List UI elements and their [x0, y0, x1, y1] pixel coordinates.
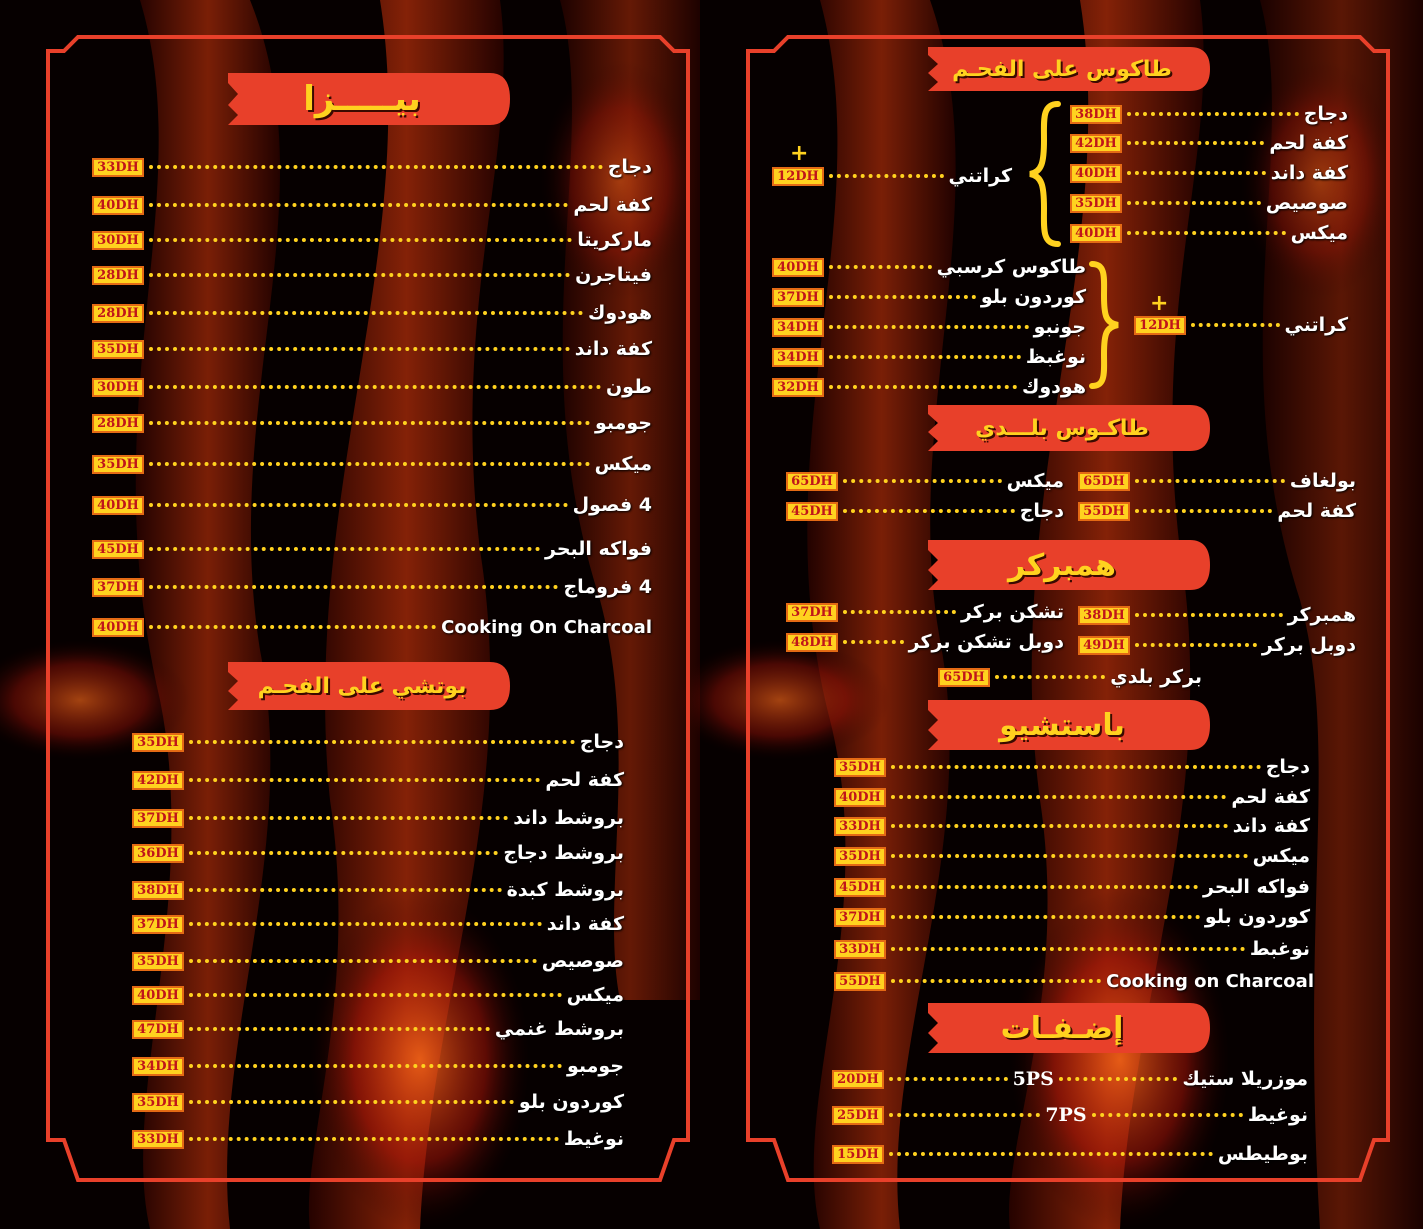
item-name: كفة لحم — [1277, 500, 1356, 522]
tacos-baldi-banner — [928, 405, 1210, 451]
item-name: بروشط داند — [513, 807, 624, 829]
item-name: كفة داند — [1232, 815, 1310, 837]
list-item — [834, 905, 1310, 929]
price-badge: 65DH — [786, 472, 838, 491]
list-item — [1078, 603, 1356, 627]
price-badge: 45DH — [786, 502, 838, 521]
list-item — [832, 1142, 1308, 1166]
leader-dots — [889, 1077, 1008, 1081]
price-badge: 33DH — [132, 1130, 184, 1149]
price-badge: 40DH — [834, 788, 886, 807]
price-badge: 28DH — [92, 266, 144, 285]
extras-banner — [928, 1003, 1210, 1053]
item-name: كوردون بلو — [1204, 906, 1310, 928]
item-name: بروشط غنمي — [494, 1018, 624, 1040]
list-item — [786, 630, 1064, 654]
item-name: فواكه البحر — [545, 538, 652, 560]
price-badge: 30DH — [92, 378, 144, 397]
price-badge: 35DH — [92, 455, 144, 474]
leader-dots — [995, 675, 1105, 679]
price-badge: 35DH — [834, 758, 886, 777]
burger-title: همبركر — [1008, 547, 1116, 583]
extras-title: إضـفـات — [1000, 1010, 1124, 1046]
price-badge: 34DH — [772, 318, 824, 337]
leader-dots — [891, 795, 1226, 799]
item-name: 4 فروماج — [563, 576, 652, 598]
plus-icon: + — [790, 141, 809, 166]
list-item — [834, 814, 1310, 838]
list-item — [1078, 469, 1356, 493]
price-badge: 45DH — [92, 540, 144, 559]
item-name: نوغبط — [1249, 938, 1310, 960]
list-item — [834, 785, 1310, 809]
leader-dots — [1127, 171, 1266, 175]
price-badge: 35DH — [132, 1093, 184, 1112]
item-name: دجاج — [1265, 756, 1310, 778]
list-item — [786, 499, 1064, 523]
leader-dots — [1135, 643, 1257, 647]
leader-dots — [891, 824, 1228, 828]
leader-dots — [891, 765, 1261, 769]
item-name: بروشط دجاج — [503, 842, 624, 864]
leader-dots — [891, 854, 1248, 858]
item-name: بركر بلدي — [1110, 666, 1202, 688]
list-item — [834, 937, 1310, 961]
item-name: دجاج — [579, 731, 624, 753]
item-name: كفة داند — [546, 913, 624, 935]
leader-dots — [829, 295, 976, 299]
leader-dots — [1127, 201, 1261, 205]
leader-dots — [1092, 1113, 1243, 1117]
list-item — [772, 345, 1086, 369]
list-item — [772, 315, 1086, 339]
item-name: نوغبظ — [1025, 346, 1086, 368]
list-item — [832, 1067, 1308, 1091]
price-badge: 65DH — [938, 668, 990, 687]
price-badge: 37DH — [834, 908, 886, 927]
price-badge: 37DH — [772, 288, 824, 307]
price-badge: 47DH — [132, 1020, 184, 1039]
list-item — [772, 285, 1086, 309]
leader-dots — [889, 1113, 1040, 1117]
price-badge: 12DH — [1134, 316, 1186, 335]
item-name: كوردون بلو — [518, 1091, 624, 1113]
list-item — [1070, 102, 1348, 126]
item-name: دوبل تشكن بركر — [908, 631, 1064, 653]
price-badge: 34DH — [772, 348, 824, 367]
list-item — [786, 469, 1064, 493]
item-name: دجاج — [1303, 103, 1348, 125]
price-badge: 35DH — [834, 847, 886, 866]
leader-dots — [891, 885, 1198, 889]
leader-dots — [829, 355, 1021, 359]
price-badge: 20DH — [832, 1070, 884, 1089]
tacos-baldi-title: طاكـوس بلـــدي — [975, 415, 1149, 441]
item-name: جومبو — [594, 412, 652, 434]
leader-dots — [829, 325, 1029, 329]
price-badge: 38DH — [1078, 606, 1130, 625]
left-brace-icon — [1024, 100, 1064, 248]
list-item — [1070, 191, 1348, 215]
item-name: ميكس — [1290, 222, 1348, 244]
item-name: نوغيط — [563, 1128, 624, 1150]
price-badge: 34DH — [132, 1057, 184, 1076]
list-item — [834, 969, 1314, 993]
price-badge: 42DH — [132, 771, 184, 790]
item-name: كفة لحم — [1269, 132, 1348, 154]
price-badge: 55DH — [1078, 502, 1130, 521]
price-badge: 33DH — [92, 158, 144, 177]
leader-dots — [891, 915, 1200, 919]
item-name: جونبو — [1033, 316, 1086, 338]
leader-dots — [1127, 112, 1299, 116]
price-badge: 25DH — [832, 1106, 884, 1125]
list-item — [1070, 221, 1348, 245]
price-badge: 35DH — [132, 952, 184, 971]
item-name: كوردون بلو — [980, 286, 1086, 308]
item-name: جومبو — [566, 1055, 624, 1077]
leader-dots — [1135, 509, 1272, 513]
list-item — [772, 375, 1086, 399]
price-badge: 12DH — [772, 167, 824, 186]
item-name: موزريلا ستيك — [1182, 1068, 1309, 1090]
leader-dots — [843, 610, 956, 614]
item-name: كراتني — [1284, 314, 1348, 336]
list-item — [1078, 499, 1356, 523]
quantity-label: 7PS — [1045, 1104, 1087, 1126]
price-badge: 32DH — [772, 378, 824, 397]
list-item — [938, 665, 1202, 689]
price-badge: 38DH — [132, 881, 184, 900]
list-item — [772, 255, 1086, 279]
price-badge: 37DH — [786, 603, 838, 622]
leader-dots — [1135, 479, 1285, 483]
leader-dots — [829, 385, 1017, 389]
price-badge: 37DH — [132, 915, 184, 934]
price-badge: 48DH — [786, 633, 838, 652]
item-name: بولغاف — [1289, 470, 1356, 492]
price-badge: 42DH — [1070, 134, 1122, 153]
price-badge: 28DH — [92, 304, 144, 323]
leader-dots — [829, 265, 932, 269]
price-badge: 40DH — [132, 986, 184, 1005]
item-name: دوبل بركر — [1261, 634, 1356, 656]
item-name: فواكه البحر — [1203, 876, 1310, 898]
leader-dots — [891, 979, 1101, 983]
leader-dots — [843, 479, 1002, 483]
list-item — [834, 755, 1310, 779]
boutchi-title: بوتشي على الفحـم — [257, 673, 467, 699]
leader-dots — [1191, 323, 1280, 327]
tacos-fahm-banner — [928, 47, 1210, 91]
price-badge: 35DH — [1070, 194, 1122, 213]
price-badge: 38DH — [1070, 105, 1122, 124]
price-badge: 33DH — [834, 940, 886, 959]
item-name: دجاج — [1019, 500, 1064, 522]
item-name: كفة لحم — [573, 194, 652, 216]
price-badge: 15DH — [832, 1145, 884, 1164]
item-name: كفة لحم — [1231, 786, 1310, 808]
item-name: ميكس — [594, 453, 652, 475]
right-brace-icon — [1088, 260, 1124, 390]
leader-dots — [889, 1152, 1213, 1156]
price-badge: 40DH — [92, 196, 144, 215]
price-badge: 30DH — [92, 231, 144, 250]
item-name: هودوك — [1021, 376, 1086, 398]
price-badge: 40DH — [1070, 224, 1122, 243]
leader-dots — [891, 947, 1245, 951]
item-name: تشكن بركر — [960, 601, 1064, 623]
leader-dots — [1059, 1077, 1178, 1081]
tacos-fahm-title: طاكوس على الفحـم — [952, 56, 1172, 82]
quantity-label: 5PS — [1012, 1068, 1054, 1090]
burger-banner — [928, 540, 1210, 590]
item-name: ماركريتا — [577, 229, 652, 251]
price-badge: 28DH — [92, 414, 144, 433]
addon-item — [772, 164, 1012, 188]
price-badge: 40DH — [92, 496, 144, 515]
item-name: ميكس — [1252, 845, 1310, 867]
price-badge: 65DH — [1078, 472, 1130, 491]
list-item — [1078, 633, 1356, 657]
leader-dots — [843, 509, 1015, 513]
item-name: هودوك — [587, 302, 652, 324]
item-name: صوصيص — [1265, 192, 1348, 214]
item-name: همبركر — [1287, 604, 1356, 626]
item-name: كفة لحم — [545, 769, 624, 791]
list-item — [834, 844, 1310, 868]
price-badge: 35DH — [92, 340, 144, 359]
list-item — [832, 1103, 1308, 1127]
pasticcio-banner — [928, 700, 1210, 750]
item-name: ميكس — [1006, 470, 1064, 492]
item-name: دجاج — [607, 156, 652, 178]
addon-item — [1134, 313, 1348, 337]
item-name: فيتاجرن — [575, 264, 652, 286]
price-badge: 49DH — [1078, 636, 1130, 655]
item-name: بوطيطس — [1217, 1143, 1308, 1165]
price-badge: 37DH — [92, 578, 144, 597]
item-name: كفة داند — [574, 338, 652, 360]
item-name: كفة داند — [1270, 162, 1348, 184]
leader-dots — [1135, 613, 1283, 617]
price-badge: 40DH — [772, 258, 824, 277]
price-badge: 35DH — [132, 733, 184, 752]
item-name: ميكس — [566, 984, 624, 1006]
pasticcio-title: باستشيو — [999, 707, 1125, 743]
item-name: بروشط كبدة — [506, 879, 624, 901]
list-item — [1070, 131, 1348, 155]
pizza-title: بيـــــزا — [303, 79, 421, 119]
item-name: طاكوس كرسبي — [936, 256, 1086, 278]
item-name: 4 فصول — [572, 494, 652, 516]
item-name: نوغيط — [1247, 1104, 1308, 1126]
price-badge: 33DH — [834, 817, 886, 836]
item-name: Cooking on Charcoal — [1106, 970, 1314, 992]
price-badge: 45DH — [834, 878, 886, 897]
price-badge: 37DH — [132, 809, 184, 828]
list-item — [1070, 161, 1348, 185]
item-name: Cooking On Charcoal — [441, 616, 652, 638]
price-badge: 40DH — [1070, 164, 1122, 183]
leader-dots — [1127, 231, 1286, 235]
price-badge: 36DH — [132, 844, 184, 863]
price-badge: 55DH — [834, 972, 886, 991]
price-badge: 40DH — [92, 618, 144, 637]
item-name: صوصيص — [541, 950, 624, 972]
plus-icon: + — [1150, 291, 1169, 316]
list-item — [834, 875, 1310, 899]
item-name: طون — [605, 376, 652, 398]
list-item — [786, 600, 1064, 624]
leader-dots — [1127, 141, 1264, 145]
leader-dots — [843, 640, 904, 644]
leader-dots — [829, 174, 944, 178]
item-name: كراتني — [948, 165, 1012, 187]
